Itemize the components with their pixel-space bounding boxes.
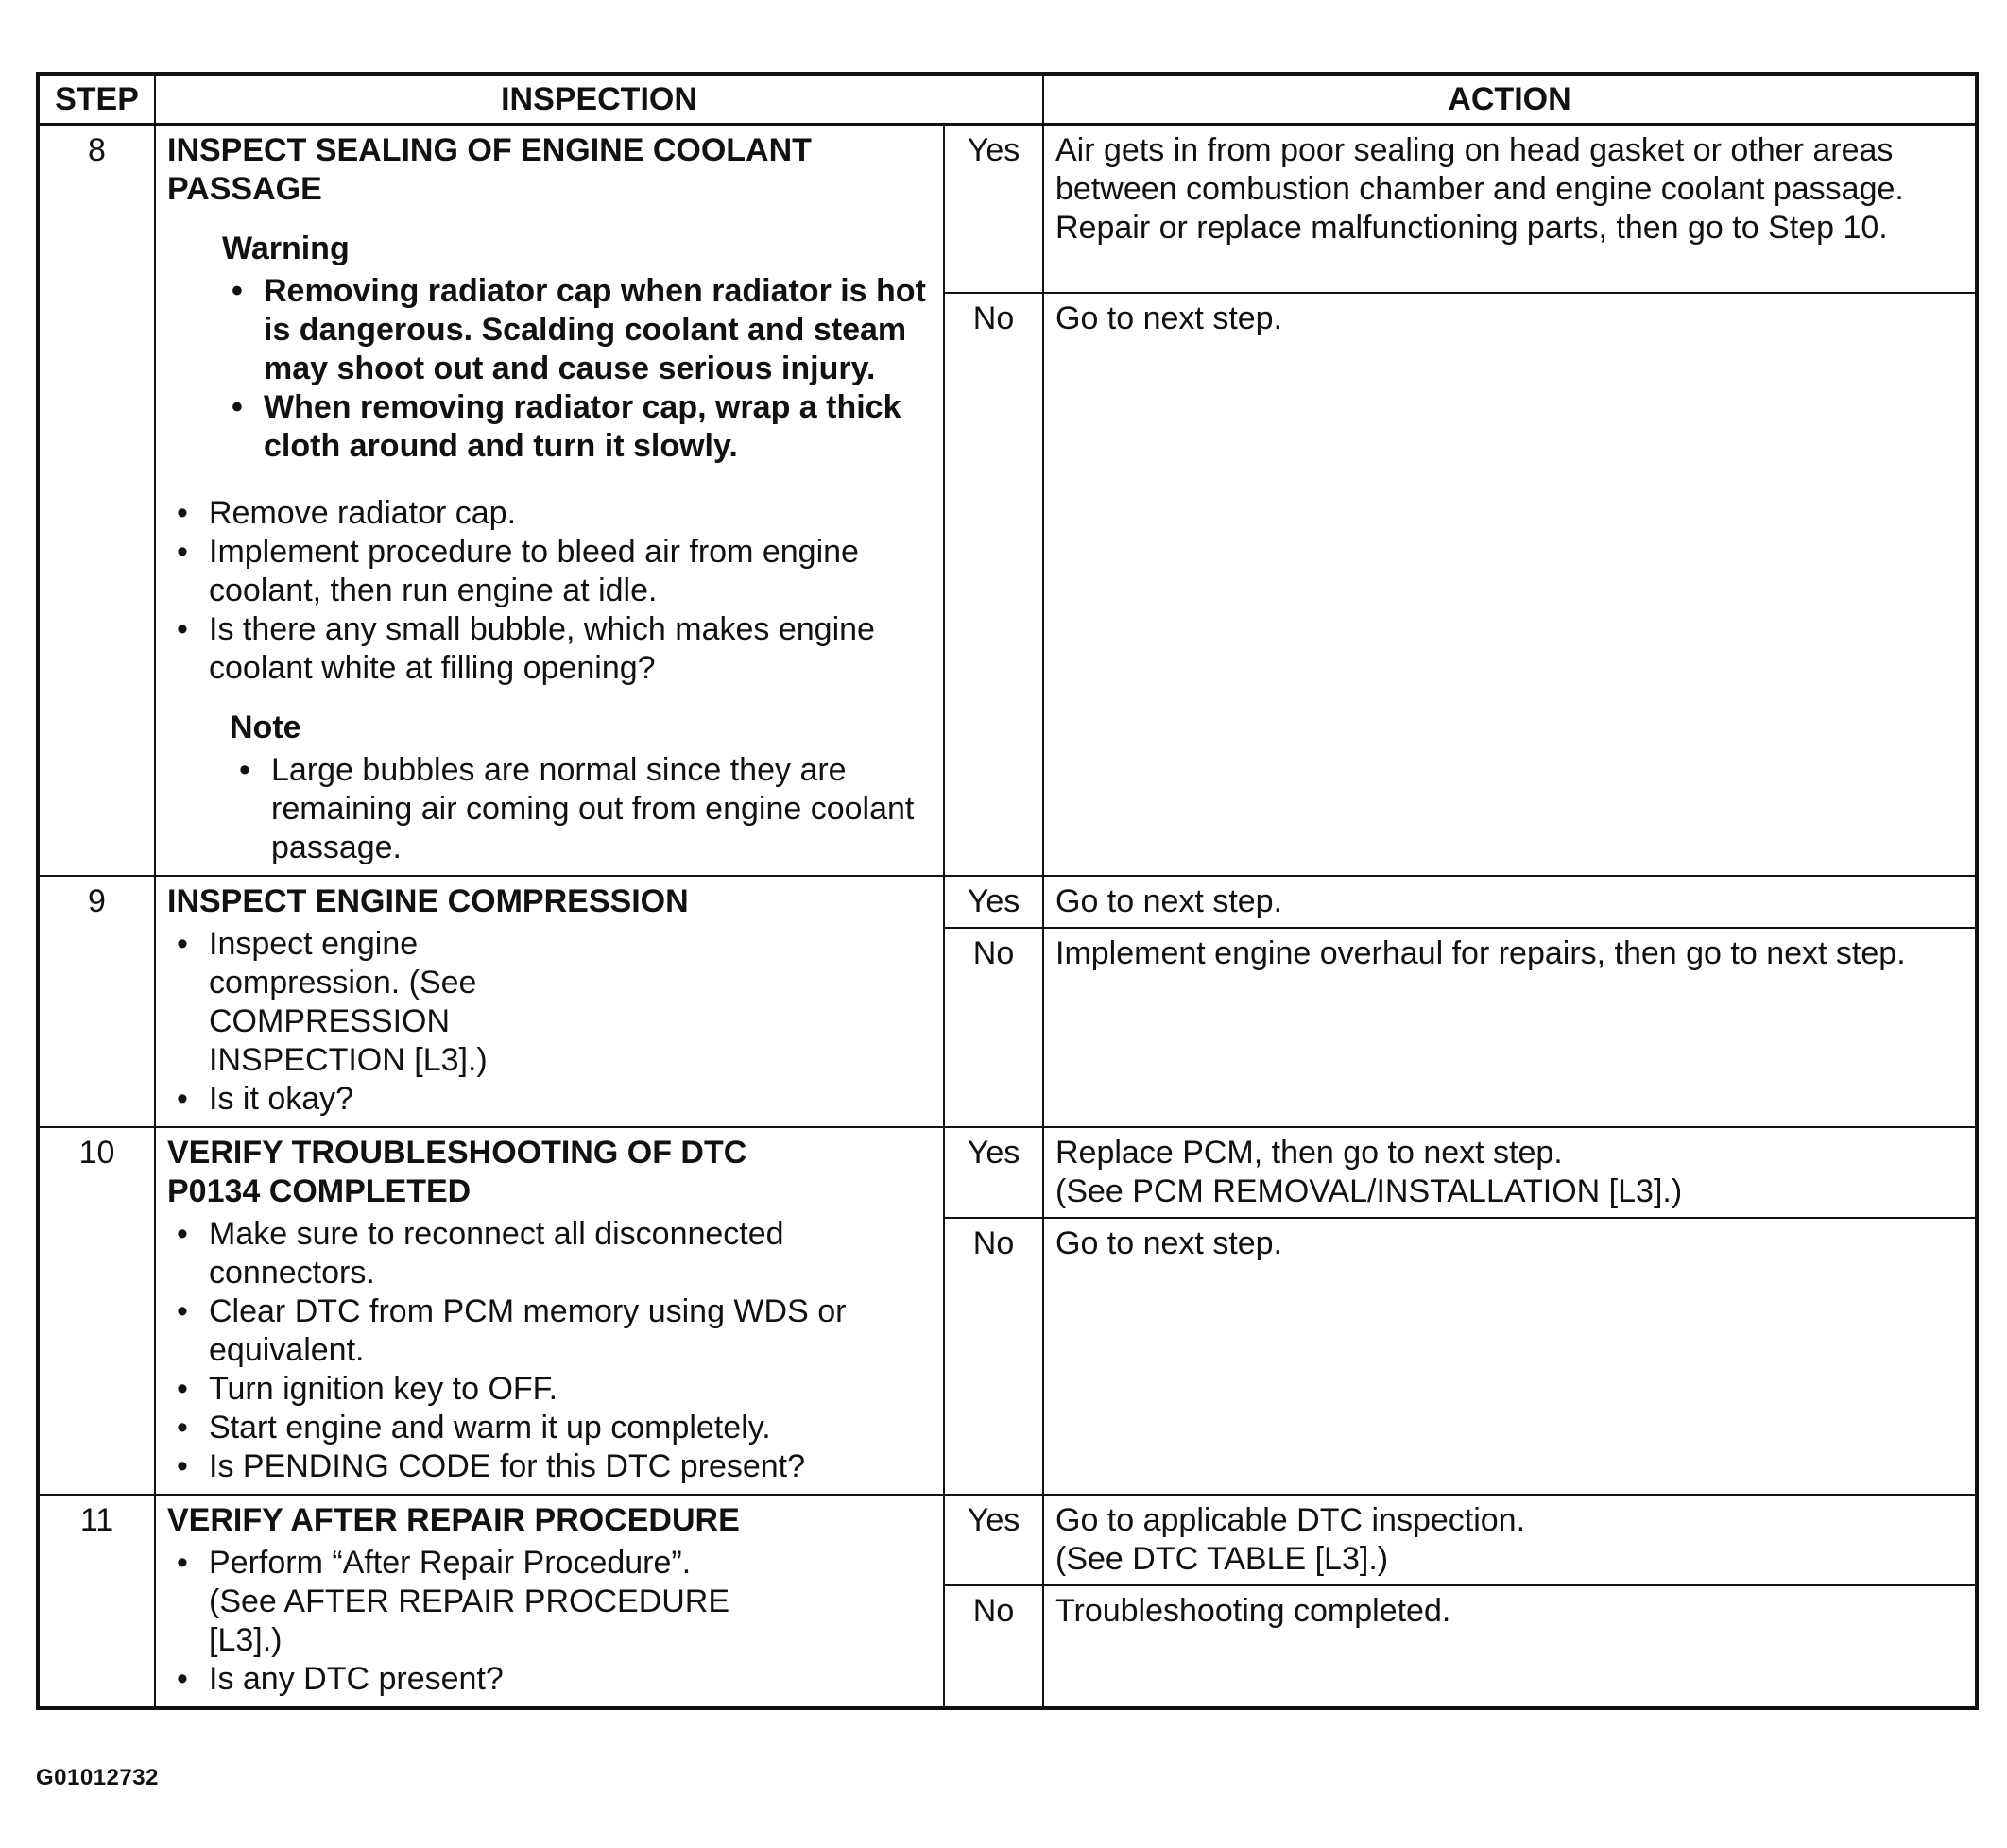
procedure-item: • Implement procedure to bleed air from engine coolant, then run engine at idle.: [167, 533, 934, 610]
yes-action: [1043, 1495, 1977, 1585]
step-10-yes-row: [38, 1127, 1977, 1218]
procedure-item: • Make sure to reconnect all disconnected connectors.: [167, 1215, 934, 1292]
no-action: [1043, 1585, 1977, 1708]
note-label: Note: [230, 710, 301, 745]
procedure-item: • Is there any small bubble, which makes engine coolant white at filling opening?: [167, 610, 934, 688]
troubleshooting-table: [36, 72, 1979, 1710]
procedure-item: • Perform “After Repair Procedure”. (See AFTER REPAIR PROCEDURE [L3].): [167, 1544, 934, 1660]
action-line: Replace PCM, then go to next step.: [1055, 1135, 1563, 1171]
step-title: VERIFY TROUBLESHOOTING OF DTC P0134 COMPLETED: [167, 1135, 747, 1209]
yes-action: [1043, 1127, 1977, 1218]
no-action: [1043, 928, 1977, 1127]
step-9-inspection: [155, 876, 944, 1127]
procedure-list: [167, 1544, 934, 1699]
step-8-inspection: [155, 125, 944, 877]
procedure-item: • Turn ignition key to OFF.: [167, 1370, 934, 1409]
step-number: 8: [38, 125, 155, 877]
yes-label: Yes: [944, 1495, 1043, 1585]
header-inspection: INSPECTION: [155, 74, 1043, 125]
procedure-item: • Is any DTC present?: [167, 1660, 934, 1699]
procedure-item: • Remove radiator cap.: [167, 494, 934, 533]
no-label: No: [944, 928, 1043, 1127]
step-11-inspection: [155, 1495, 944, 1708]
yes-action: [1043, 125, 1977, 293]
step-number: 11: [38, 1495, 155, 1708]
step-number: 9: [38, 876, 155, 1127]
note-list: [230, 751, 934, 867]
procedure-list: [167, 925, 934, 1119]
action-line: Repair or replace malfunctioning parts, then go to Step 10.: [1055, 210, 1888, 246]
warning-item: • Removing radiator cap when radiator is hot is dangerous. Scalding coolant and steam may shoot out and cause serious injury.: [222, 272, 934, 388]
procedure-item: • Inspect engine compression. (See COMPRESSION INSPECTION [L3].): [167, 925, 934, 1080]
action-line: Go to applicable DTC inspection.: [1055, 1502, 1526, 1538]
yes-label: Yes: [944, 876, 1043, 928]
yes-label: Yes: [944, 1127, 1043, 1218]
step-title: INSPECT SEALING OF ENGINE COOLANT PASSAGE: [167, 132, 812, 207]
action-line: Go to next step.: [1055, 883, 1283, 919]
header-step: STEP: [38, 74, 155, 125]
step-title: INSPECT ENGINE COMPRESSION: [167, 883, 689, 919]
step-11-yes-row: [38, 1495, 1977, 1585]
action-line: (See DTC TABLE [L3].): [1055, 1541, 1389, 1577]
procedure-item: • Start engine and warm it up completely.: [167, 1409, 934, 1447]
note-item: • Large bubbles are normal since they are remaining air coming out from engine coolant passage.: [230, 751, 934, 867]
procedure-item: • Clear DTC from PCM memory using WDS or equivalent.: [167, 1292, 934, 1370]
procedure-item: • Is it okay?: [167, 1080, 934, 1119]
yes-label: Yes: [944, 125, 1043, 293]
no-label: No: [944, 293, 1043, 877]
no-action: [1043, 293, 1977, 877]
warning-list: [222, 272, 934, 466]
header-action: ACTION: [1043, 74, 1977, 125]
action-line: Go to next step.: [1055, 1225, 1283, 1261]
warning-label: Warning: [222, 231, 350, 266]
warning-block: [222, 230, 934, 466]
no-action: [1043, 1218, 1977, 1495]
warning-item: • When removing radiator cap, wrap a thick cloth around and turn it slowly.: [222, 388, 934, 466]
no-label: No: [944, 1585, 1043, 1708]
note-block: [230, 709, 934, 867]
yes-action: [1043, 876, 1977, 928]
figure-id: G01012732: [36, 1765, 159, 1790]
header-row: [38, 74, 1977, 125]
action-line: Troubleshooting completed.: [1055, 1593, 1451, 1629]
action-line: Implement engine overhaul for repairs, then go to next step.: [1055, 935, 1906, 971]
action-line: Go to next step.: [1055, 299, 1283, 336]
procedure-list: [167, 1215, 934, 1486]
action-line: (See PCM REMOVAL/INSTALLATION [L3].): [1055, 1173, 1683, 1209]
step-number: 10: [38, 1127, 155, 1495]
procedure-list: [167, 494, 934, 688]
step-9-yes-row: [38, 876, 1977, 928]
no-label: No: [944, 1218, 1043, 1495]
step-10-inspection: [155, 1127, 944, 1495]
action-line: Air gets in from poor sealing on head gasket or other areas between combustion chamber and engine coolant passage.: [1055, 132, 1904, 207]
step-8-yes-row: [38, 125, 1977, 293]
step-title: VERIFY AFTER REPAIR PROCEDURE: [167, 1502, 740, 1538]
procedure-item: • Is PENDING CODE for this DTC present?: [167, 1447, 934, 1486]
